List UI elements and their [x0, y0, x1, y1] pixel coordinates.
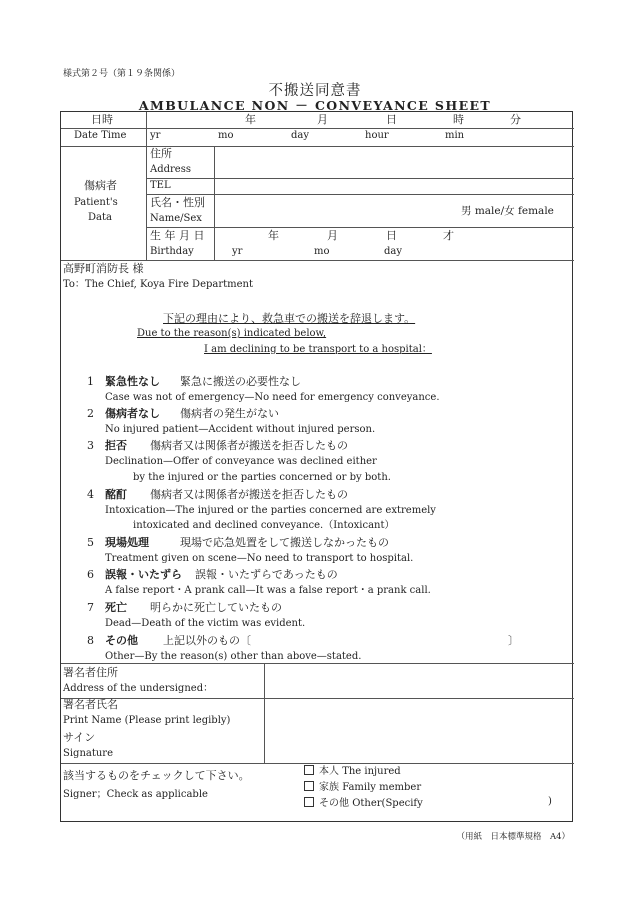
- date-unit-min-en: min: [445, 130, 465, 141]
- checkbox-icon[interactable]: [304, 781, 314, 791]
- birth-unit-mo-en: mo: [314, 246, 330, 257]
- reason-description-en: Dead—Death of the victim was evident.: [105, 618, 306, 629]
- reason-title: 死亡: [105, 601, 127, 614]
- date-unit-yr-en: yr: [150, 130, 161, 141]
- reason-title: 現場処理: [105, 536, 149, 549]
- birth-unit-year: 年: [268, 229, 279, 242]
- title-japanese: 不搬送同意書: [268, 83, 362, 99]
- birth-unit-yr-en: yr: [232, 246, 243, 257]
- reason-description-ja: 現場で応急処置をして搬送しなかったもの: [180, 536, 389, 549]
- declaration-ja: 下記の理由により、救急車での搬送を辞退します。: [163, 312, 416, 325]
- signer-option-other[interactable]: その他 Other(Specify: [304, 797, 423, 809]
- name-sex-label-ja: 氏名・性別: [150, 196, 205, 209]
- reason-number: 4: [87, 488, 94, 501]
- checkbox-icon[interactable]: [304, 765, 314, 775]
- reason-title: 誤報・いたずら: [105, 568, 182, 581]
- birth-unit-day: 日: [386, 229, 397, 242]
- birth-unit-day-en: day: [384, 246, 403, 257]
- patient-label-en-2: Data: [88, 212, 112, 223]
- reason-description-en: by the injured or the parties concerned or by both.: [133, 472, 391, 483]
- tel-label: TEL: [150, 180, 171, 191]
- date-unit-hour: 時: [453, 113, 464, 126]
- reason-number: 1: [87, 375, 94, 388]
- declaration-en-2: I am declining to be transport to a hospital：: [204, 344, 432, 355]
- reason-description-en: Treatment given on scene—No need to transport to hospital.: [105, 553, 414, 564]
- check-instruction-en: Signer；Check as applicable: [63, 789, 208, 800]
- reason-number: 6: [87, 568, 94, 581]
- birth-unit-month: 月: [327, 229, 338, 242]
- reason-description-ja: 傷病者又は関係者が搬送を拒否したもの: [150, 488, 348, 501]
- name-sex-label-en: Name/Sex: [150, 213, 202, 224]
- reason-title: 拒否: [105, 439, 127, 452]
- date-unit-month: 月: [317, 113, 328, 126]
- reason-description-ja: 誤報・いたずらであったもの: [195, 568, 338, 581]
- reason-number: 5: [87, 536, 94, 549]
- reason-description-en: intoxicated and declined conveyance.（Intoxicant）: [133, 520, 395, 531]
- declaration-en-1: Due to the reason(s) indicated below,: [137, 328, 327, 339]
- reason-description-en: Declination—Offer of conveyance was declined either: [105, 456, 377, 467]
- date-unit-year: 年: [245, 113, 256, 126]
- reason-number: 2: [87, 407, 94, 420]
- reason-description-ja: 傷病者の発生がない: [180, 407, 279, 420]
- reason-close-bracket: 〕: [508, 634, 519, 647]
- addressee-en: To：The Chief, Koya Fire Department: [63, 279, 254, 290]
- signature-label-ja: サイン: [63, 731, 96, 744]
- addressee-ja: 高野町消防長 様: [63, 262, 144, 275]
- address-label-en: Address: [150, 164, 191, 175]
- signer-name-label-en: Print Name (Please print legibly): [63, 715, 231, 726]
- reason-description-en: Other—By the reason(s) other than above—stated.: [105, 651, 362, 662]
- signer-option-family[interactable]: 家族 Family member: [304, 781, 421, 793]
- patient-label-en-1: Patient's: [74, 197, 118, 208]
- sex-options: 男 male/女 female: [461, 205, 554, 217]
- birthday-label-ja: 生 年 月 日: [150, 229, 205, 242]
- date-unit-minute: 分: [510, 113, 521, 126]
- date-unit-mo-en: mo: [218, 130, 234, 141]
- reason-description-en: Case was not of emergency—No need for emergency conveyance.: [105, 392, 440, 403]
- reason-title: 緊急性なし: [105, 375, 160, 388]
- signature-label-en: Signature: [63, 748, 114, 759]
- reason-number: 7: [87, 601, 94, 614]
- reason-description-en: A false report・A prank call—It was a false report・a prank call.: [105, 585, 431, 596]
- other-specify-close: ): [548, 796, 552, 807]
- reason-description-ja: 緊急に搬送の必要性なし: [180, 375, 301, 388]
- signer-address-label-ja: 署名者住所: [63, 666, 118, 679]
- reason-description-en: No injured patient—Accident without injured person.: [105, 424, 376, 435]
- signer-name-label-ja: 署名者氏名: [63, 698, 118, 711]
- reason-title: その他: [105, 634, 138, 647]
- reason-number: 3: [87, 439, 94, 452]
- date-time-label-en: Date Time: [74, 130, 127, 141]
- date-time-label-ja: 日時: [91, 113, 113, 126]
- reason-description-ja: 上記以外のもの〔: [163, 634, 251, 647]
- date-unit-hour-en: hour: [365, 130, 389, 141]
- reason-description-ja: 傷病者又は関係者が搬送を拒否したもの: [150, 439, 348, 452]
- paper-size-note: （用紙 日本標準規格 A4）: [456, 832, 570, 842]
- reason-description-en: Intoxication—The injured or the parties concerned are extremely: [105, 505, 436, 516]
- date-unit-day-en: day: [291, 130, 310, 141]
- reason-description-ja: 明らかに死亡していたもの: [150, 601, 282, 614]
- reason-title: 傷病者なし: [105, 407, 160, 420]
- patient-label-ja: 傷病者: [84, 179, 117, 192]
- reason-number: 8: [87, 634, 94, 647]
- check-instruction-ja: 該当するものをチェックして下さい。: [63, 769, 250, 782]
- signer-option-injured[interactable]: 本人 The injured: [304, 765, 401, 777]
- reason-title: 酩酊: [105, 488, 127, 501]
- title-english: AMBULANCE NON － CONVEYANCE SHEET: [138, 98, 492, 113]
- birth-unit-age: 才: [443, 229, 454, 242]
- birthday-label-en: Birthday: [150, 246, 194, 257]
- checkbox-icon[interactable]: [304, 797, 314, 807]
- date-unit-day: 日: [386, 113, 397, 126]
- signer-address-label-en: Address of the undersigned：: [63, 683, 214, 694]
- form-number: 様式第２号（第１９条関係）: [63, 69, 181, 79]
- address-label-ja: 住所: [150, 147, 172, 160]
